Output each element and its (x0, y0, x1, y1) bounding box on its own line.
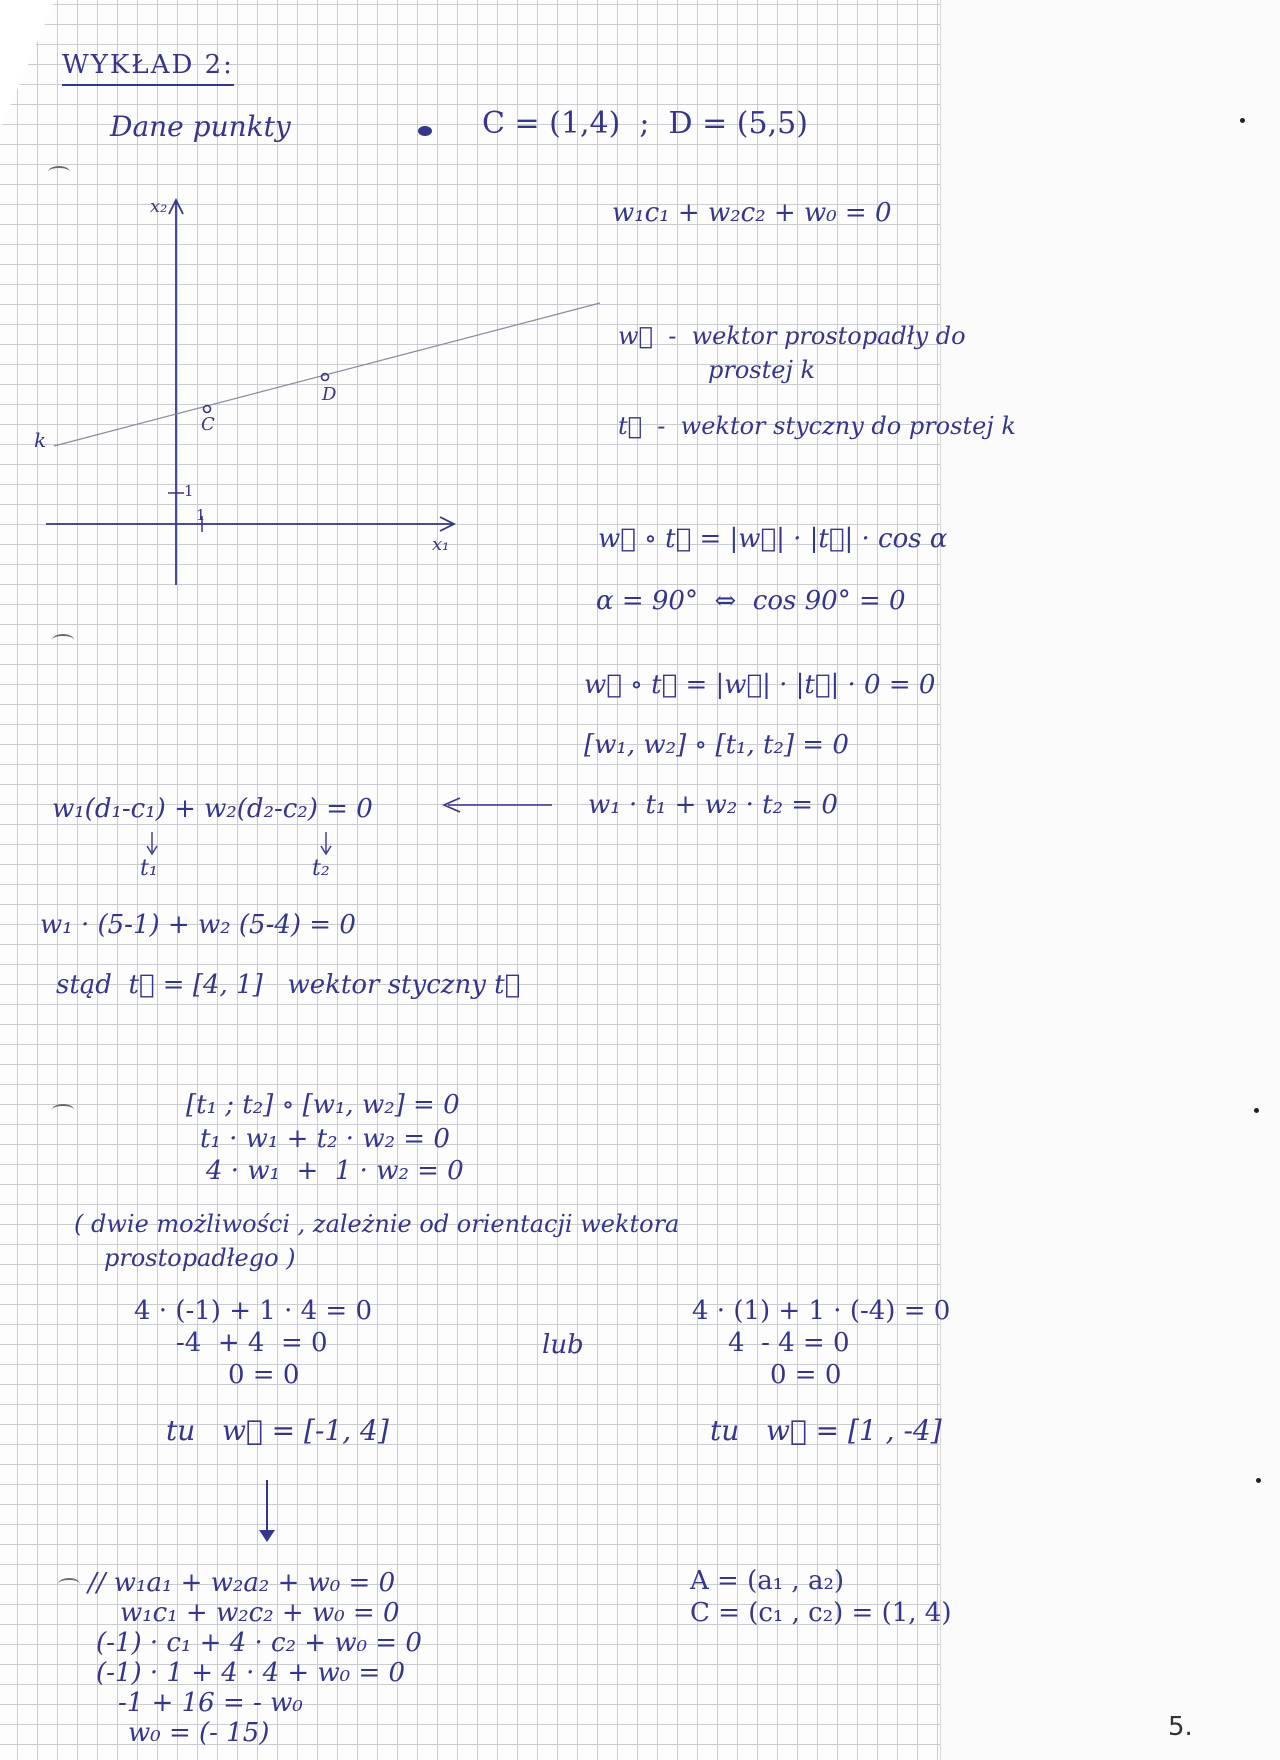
w-definition-cont: prostej k (708, 356, 816, 384)
speck (1240, 118, 1245, 123)
a-definition: A = (a₁ , a₂) (690, 1566, 845, 1596)
option-right-1: 4 · (1) + 1 · (-4) = 0 (692, 1296, 951, 1326)
equation-d: w₁(d₁-c₁) + w₂(d₂-c₂) = 0 (52, 794, 373, 824)
perp-line-1: [t₁ ; t₂] ∘ [w₁, w₂] = 0 (186, 1090, 460, 1120)
y-axis-label: x₂ (150, 196, 168, 217)
speck (1256, 1478, 1261, 1483)
dot-product-zero: w⃗ ∘ t⃗ = |w⃗| · |t⃗| · 0 = 0 (584, 670, 936, 700)
final-line-3: (-1) · c₁ + 4 · c₂ + w₀ = 0 (96, 1628, 422, 1658)
speck (1254, 1108, 1259, 1113)
option-left-2: -4 + 4 = 0 (176, 1328, 328, 1358)
right-angle-condition: α = 90° ⇔ cos 90° = 0 (596, 586, 906, 616)
option-right-3: 0 = 0 (770, 1360, 842, 1390)
option-left-1: 4 · (-1) + 1 · 4 = 0 (134, 1296, 372, 1326)
w-definition: w⃗ - wektor prostopadły do (618, 322, 966, 350)
perp-line-2: t₁ · w₁ + t₂ · w₂ = 0 (200, 1124, 450, 1154)
line-k-label: k (34, 428, 47, 452)
punch-hole (58, 1578, 80, 1590)
dot-product-definition: w⃗ ∘ t⃗ = |w⃗| · |t⃗| · cos α (598, 524, 948, 554)
lub-label: lub (542, 1330, 584, 1360)
t-definition: t⃗ - wektor styczny do prostej k (618, 412, 1016, 440)
equation-numeric: w₁ · (5-1) + w₂ (5-4) = 0 (40, 910, 356, 940)
punch-hole (52, 1104, 74, 1116)
final-line-5: -1 + 16 = - w₀ (118, 1688, 303, 1718)
option-left-w: tu w⃗ = [-1, 4] (166, 1414, 389, 1447)
option-left-3: 0 = 0 (228, 1360, 300, 1390)
note-line-1: ( dwie możliwości , zależnie od orientacji wektora (74, 1210, 680, 1238)
tick-x-label: 1 (196, 506, 206, 524)
page-number: 5. (1168, 1712, 1193, 1742)
option-right-2: 4 - 4 = 0 (728, 1328, 850, 1358)
note-line-2: prostopadłego ) (104, 1244, 296, 1272)
final-line-1: // w₁a₁ + w₂a₂ + w₀ = 0 (88, 1568, 396, 1598)
point-c-label: C (201, 414, 215, 435)
line-equation: w₁c₁ + w₂c₂ + w₀ = 0 (612, 198, 892, 228)
t1-label: t₁ (140, 856, 158, 881)
down-arrow-icon (266, 1480, 268, 1534)
t2-label: t₂ (312, 856, 330, 881)
final-line-2: w₁c₁ + w₂c₂ + w₀ = 0 (120, 1598, 400, 1628)
page-title: WYKŁAD 2: (62, 50, 234, 86)
point-d-label: D (322, 384, 337, 405)
c-definition: C = (c₁ , c₂) = (1, 4) (690, 1598, 952, 1628)
x-axis-label: x₁ (432, 534, 450, 555)
expanded-dot: w₁ · t₁ + w₂ · t₂ = 0 (588, 790, 838, 820)
tick-y-label: 1 (184, 482, 194, 500)
given-label: Dane punkty (110, 110, 291, 143)
vector-dot: [w₁, w₂] ∘ [t₁, t₂] = 0 (584, 730, 849, 760)
final-line-6: w₀ = (- 15) (128, 1718, 270, 1748)
option-right-w: tu w⃗ = [1 , -4] (710, 1414, 942, 1447)
tangent-vector: stąd t⃗ = [4, 1] wektor styczny t⃗ (56, 970, 521, 1000)
final-line-4: (-1) · 1 + 4 · 4 + w₀ = 0 (96, 1658, 405, 1688)
perp-line-3: 4 · w₁ + 1 · w₂ = 0 (206, 1156, 464, 1186)
given-points: C = (1,4) ; D = (5,5) (482, 106, 808, 141)
annotation-arrows (0, 0, 940, 900)
